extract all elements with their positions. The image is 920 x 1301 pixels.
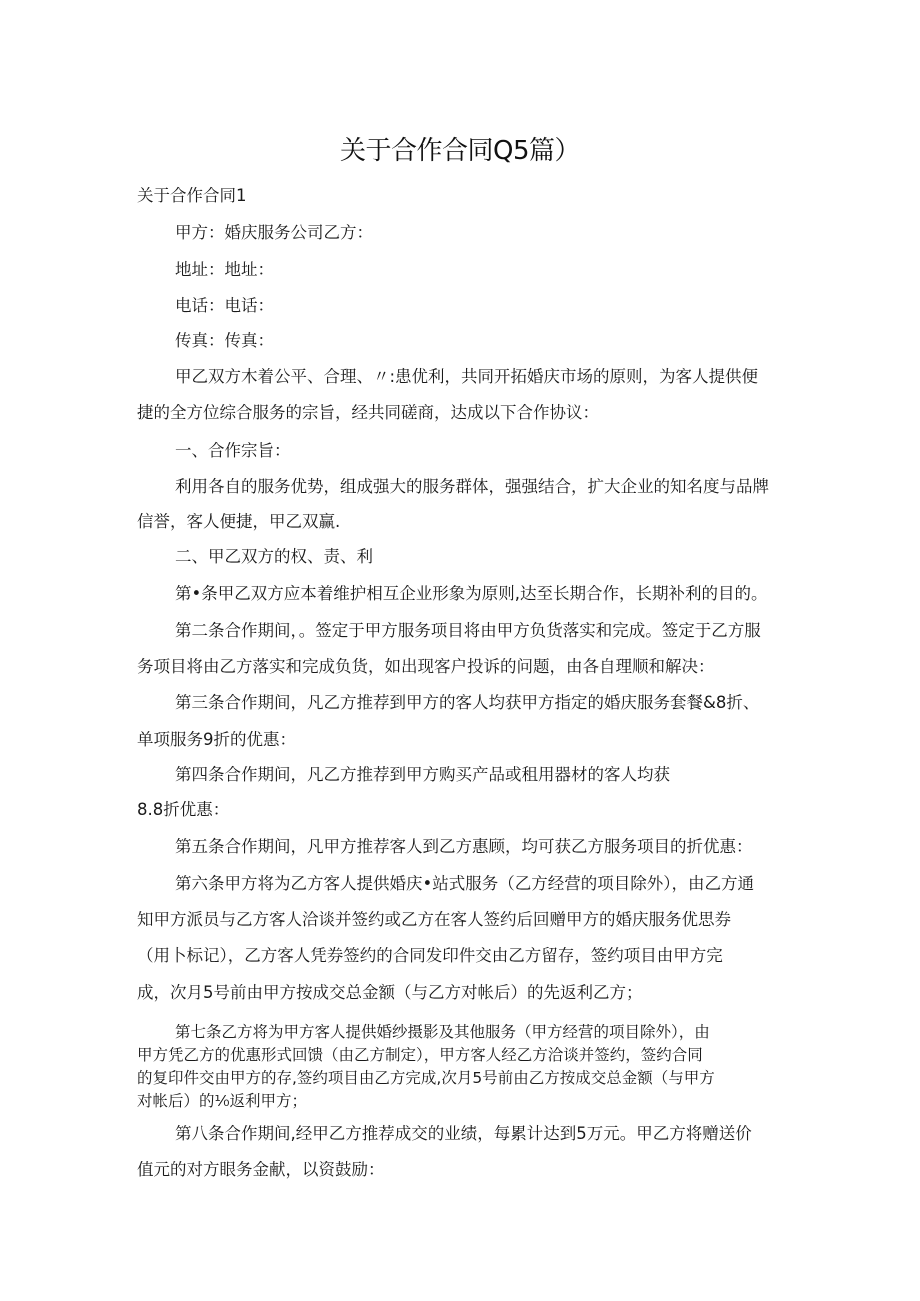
article-line: 第三条合作期间，凡乙方推荐到甲方的客人均获甲方指定的婚庆服务套餐&8折、 bbox=[175, 693, 760, 712]
intro-paragraph-line: 捷的全方位综合服务的宗旨，经共同磋商，达成以下合作协议： bbox=[137, 403, 599, 422]
intro-paragraph-line: 甲乙双方木着公平、合理、〃:患优利，共同开拓婚庆市场的原则，为客人提供便 bbox=[175, 367, 759, 386]
party-line: 甲方：婚庆服务公司乙方： bbox=[175, 223, 373, 242]
address-line: 地址：地址： bbox=[175, 260, 274, 279]
contract-heading: 关于合作合同1 bbox=[137, 186, 247, 205]
article-line: 第•条甲乙双方应本着维护相互企业形象为原则,达至长期合作，长期补利的目的。 bbox=[175, 584, 768, 603]
section-paragraph-line: 信誉，客人便捷，甲乙双赢. bbox=[137, 512, 341, 531]
article-line: 对帐后）的⅟₀返利甲方； bbox=[137, 1092, 308, 1110]
article-line: 知甲方派员与乙方客人洽谈并签约或乙方在客人签约后回赠甲方的婚庆服务优思券 bbox=[137, 910, 731, 929]
article-line: 务项目将由乙方落实和完成负货，如出现客户投诉的问题，由各自理顺和解决： bbox=[137, 657, 715, 676]
section-title: 一、合作宗旨： bbox=[175, 441, 291, 460]
article-line: （用卜标记），乙方客人凭券签约的合同发印件交由乙方留存，签约项目由甲方完 bbox=[137, 946, 723, 965]
article-line: 第七条乙方将为甲方客人提供婚纱摄影及其他服务（甲方经营的项目除外），由 bbox=[175, 1023, 710, 1041]
phone-line: 电话：电话： bbox=[175, 296, 274, 315]
article-line: 8.8折优惠： bbox=[137, 800, 230, 819]
fax-line: 传真：传真： bbox=[175, 331, 274, 350]
article-line: 第八条合作期间,经甲乙方推荐成交的业绩，每累计达到5万元。甲乙方将赠送价 bbox=[175, 1124, 752, 1143]
article-line: 甲方凭乙方的优惠形式回馈（由乙方制定），甲方客人经乙方洽谈并签约，签约合同 bbox=[137, 1046, 703, 1064]
article-line: 第六条甲方将为乙方客人提供婚庆•站式服务（乙方经营的项目除外），由乙方通 bbox=[175, 874, 754, 893]
article-line: 的复印件交由甲方的存,签约项目由乙方完成,次月5号前由乙方按成交总金额（与甲方 bbox=[137, 1069, 715, 1087]
article-line: 单项服务9折的优惠： bbox=[137, 730, 296, 749]
article-line: 第四条合作期间，凡乙方推荐到甲方购买产品或租用器材的客人均获 bbox=[175, 765, 670, 784]
document-title: 关于合作合同Q5篇） bbox=[339, 136, 580, 166]
section-title: 二、甲乙双方的权、责、利 bbox=[175, 547, 373, 566]
section-paragraph-line: 利用各自的服务优势，组成强大的服务群体，强强结合，扩大企业的知名度与品牌 bbox=[175, 477, 769, 496]
article-line: 第二条合作期间，。签定于甲方服务项目将由甲方负货落实和完成。签定于乙方服 bbox=[175, 621, 761, 640]
article-line: 值元的对方眼务金献，以资鼓励： bbox=[137, 1160, 385, 1179]
article-line: 成，次月5号前由甲方按成交总金额（与乙方对帐后）的先返利乙方； bbox=[137, 983, 643, 1002]
article-line: 第五条合作期间，凡甲方推荐客人到乙方惠顾，均可获乙方服务项目的折优惠： bbox=[175, 837, 753, 856]
